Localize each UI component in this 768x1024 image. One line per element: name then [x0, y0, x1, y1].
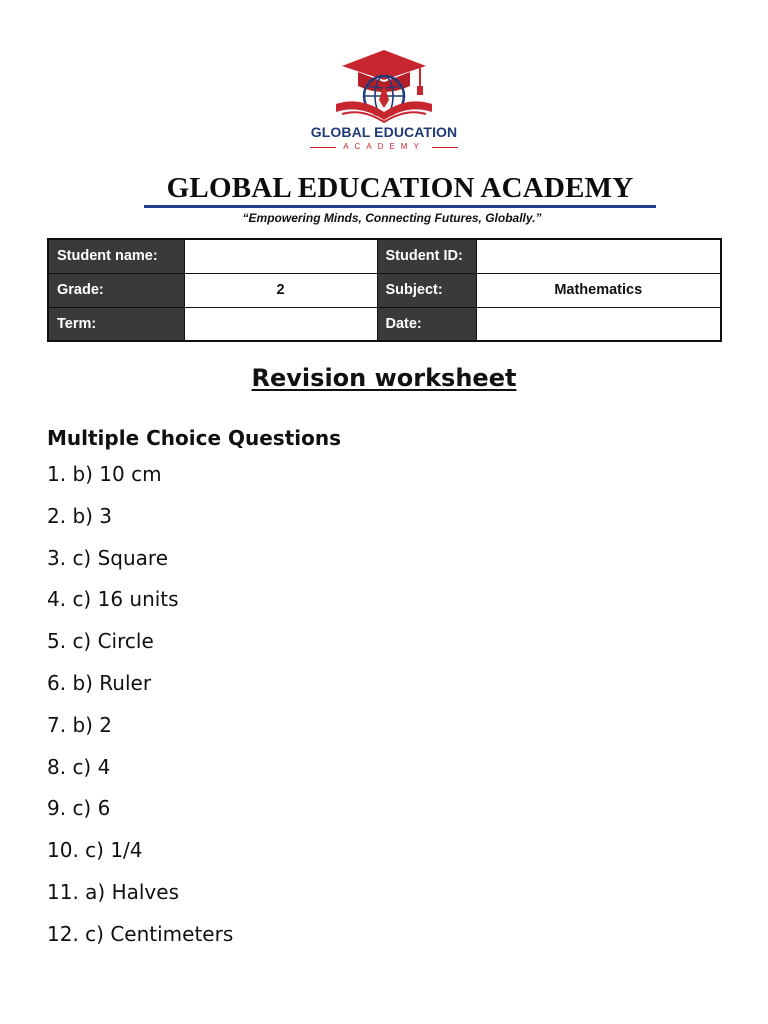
info-row-student: [48, 239, 721, 273]
student-id-field[interactable]: [476, 239, 721, 273]
answer-item: 10. c) 1/4: [47, 838, 143, 863]
term-field[interactable]: [184, 307, 377, 341]
tagline: “Empowering Minds, Connecting Futures, Globally.”: [242, 211, 542, 225]
academy-logo: [296, 46, 472, 156]
answer-list: [47, 462, 233, 964]
answer-item: 4. c) 16 units: [47, 587, 179, 612]
date-label: Date:: [377, 307, 476, 341]
term-label: Term:: [48, 307, 184, 341]
student-name-field[interactable]: [184, 239, 377, 273]
answer-item: 5. c) Circle: [47, 629, 154, 654]
info-row-term: [48, 307, 721, 341]
answer-item: 9. c) 6: [47, 796, 111, 821]
logo-sub: ACADEMY: [343, 142, 425, 151]
student-name-label: Student name:: [48, 239, 184, 273]
info-row-grade: [48, 273, 721, 307]
worksheet-title: Revision worksheet: [251, 364, 517, 392]
title-underline: [144, 205, 656, 208]
section-heading: Multiple Choice Questions: [47, 426, 342, 450]
answer-item: 11. a) Halves: [47, 879, 179, 904]
logo-divider-right: [432, 147, 458, 148]
graduation-cap-globe-book-icon: [296, 46, 472, 126]
grade-value: 2: [184, 273, 377, 307]
page-title: GLOBAL EDUCATION ACADEMY: [166, 172, 634, 204]
answer-item: 8. c) 4: [47, 754, 111, 779]
answer-item: 1. b) 10 cm: [47, 462, 162, 486]
student-id-label: Student ID:: [377, 239, 476, 273]
answer-item: 6. b) Ruler: [47, 670, 152, 695]
subject-value: Mathematics: [476, 273, 721, 307]
answer-item: 3. c) Square: [47, 545, 169, 570]
answer-item: 7. b) 2: [47, 712, 113, 737]
logo-name: GLOBAL EDUCATION: [310, 124, 458, 140]
subject-label: Subject:: [377, 273, 476, 307]
student-info-table: [47, 238, 722, 342]
grade-label: Grade:: [48, 273, 184, 307]
date-field[interactable]: [476, 307, 721, 341]
answer-item: 2. b) 3: [47, 503, 113, 528]
answer-item: 12. c) Centimeters: [47, 921, 234, 946]
